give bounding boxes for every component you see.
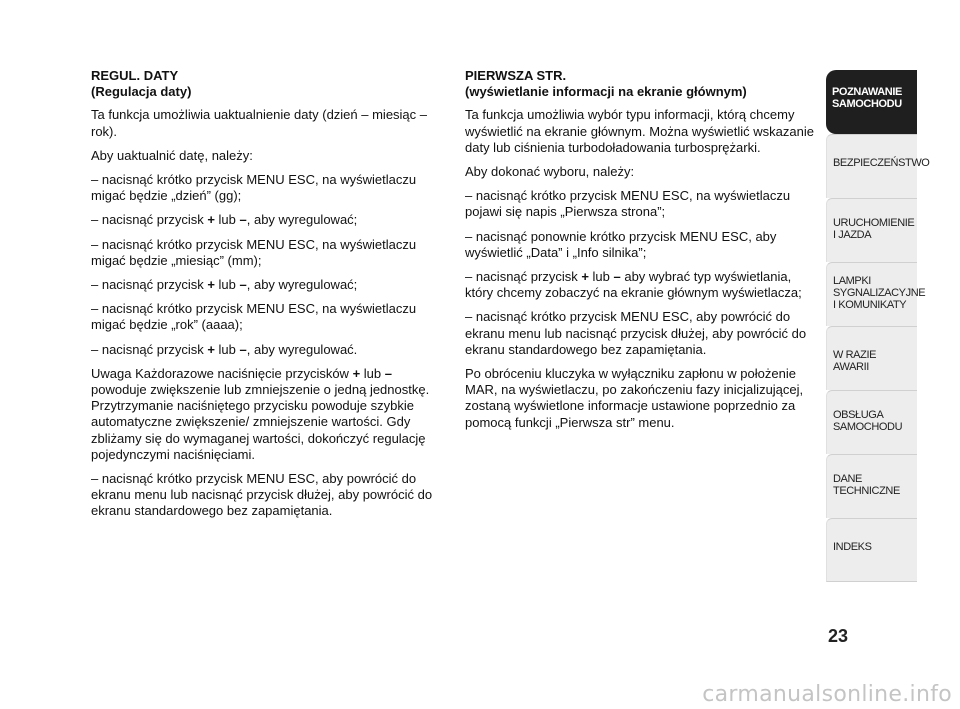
- left-column: [91, 68, 443, 528]
- minus-symbol: –: [239, 277, 247, 293]
- paragraph: – nacisnąć przycisk + lub – aby wybrać typ wyświetlania, który chcemy zobaczyć na ekranie głównym wyświetlacza;: [465, 269, 802, 301]
- minus-symbol: –: [384, 365, 392, 381]
- paragraph: Ta funkcja umożliwia wybór typu informacji, którą chcemy wyświetlić na ekranie głównym. Można wyświetlić wskazanie daty lub ciśnienia turbodoładowania turbosprężarki.: [465, 107, 814, 155]
- tab-w-razie-awarii[interactable]: W RAZIE AWARII: [826, 326, 917, 390]
- heading-title: PIERWSZA STR.: [465, 68, 567, 83]
- plus-symbol: +: [581, 269, 589, 285]
- watermark: carmanualsonline.info: [702, 682, 952, 707]
- heading-subtitle: (Regulacja daty): [91, 84, 192, 100]
- tab-poznawanie-samochodu[interactable]: POZNAWANIE SAMOCHODU: [826, 70, 917, 134]
- plus-symbol: +: [207, 341, 215, 357]
- plus-symbol: +: [207, 277, 215, 293]
- minus-symbol: –: [239, 212, 247, 228]
- paragraph: Po obróceniu kluczyka w wyłączniku zapłonu w położenie MAR, na wyświetlaczu, po zakończeniu fazy inicjalizującej, zostaną wyświetlone informacje ustawione poprzednio za pomocą funkcji „Pierwsza str” menu.: [465, 366, 804, 430]
- tab-obsluga-samochodu[interactable]: OBSŁUGA SAMOCHODU: [826, 390, 917, 454]
- paragraph: – nacisnąć krótko przycisk MENU ESC, aby powrócić do ekranu menu lub nacisnąć przycisk dłużej, aby powrócić do ekranu standardowego bez zapamiętania.: [465, 309, 807, 357]
- tab-uruchomienie-i-jazda[interactable]: URUCHOMIENIE I JAZDA: [826, 198, 917, 262]
- paragraph: – nacisnąć krótko przycisk MENU ESC, na wyświetlaczu migać będzie „rok” (aaaa);: [91, 301, 417, 333]
- section-heading-first-page: [465, 68, 817, 100]
- plus-symbol: +: [352, 365, 361, 381]
- section-heading-date: [91, 68, 443, 100]
- tab-indeks[interactable]: INDEKS: [826, 518, 917, 582]
- heading-subtitle: (wyświetlanie informacji na ekranie głównym): [465, 84, 747, 100]
- paragraph: – nacisnąć krótko przycisk MENU ESC, na wyświetlaczu migać będzie „dzień” (gg);: [91, 172, 417, 204]
- paragraph: – nacisnąć przycisk + lub –, aby wyregulować;: [91, 277, 358, 293]
- tab-dane-techniczne[interactable]: DANE TECHNICZNE: [826, 454, 917, 518]
- chapter-tabs: [826, 70, 930, 582]
- paragraph: – nacisnąć ponownie krótko przycisk MENU ESC, aby wyświetlić „Data” i „Info silnika”;: [465, 228, 777, 260]
- page-number: 23: [828, 626, 849, 646]
- paragraph: – nacisnąć przycisk + lub –, aby wyregulować;: [91, 212, 358, 228]
- paragraph: – nacisnąć krótko przycisk MENU ESC, na wyświetlaczu migać będzie „miesiąc” (mm);: [91, 236, 417, 268]
- paragraph: Aby uaktualnić datę, należy:: [91, 147, 253, 163]
- paragraph: – nacisnąć przycisk + lub –, aby wyregulować.: [91, 341, 358, 357]
- paragraph: Ta funkcja umożliwia uaktualnienie daty (dzień – miesiąc – rok).: [91, 107, 428, 139]
- note-paragraph: Uwaga Każdorazowe naciśnięcie przycisków + lub – powoduje zwiększenie lub zmniejszenie o jedną jednostkę. Przytrzymanie naciśniętego przycisku powoduje szybkie automatyczne zwiększenie/ zmniejszenie wartości. Gdy zbliżamy się do wymaganej wartości, dokończyć regulację pojedynczymi naciśnięciami.: [91, 365, 430, 462]
- paragraph: – nacisnąć krótko przycisk MENU ESC, na wyświetlaczu pojawi się napis „Pierwsza strona”;: [465, 188, 791, 220]
- paragraph: – nacisnąć krótko przycisk MENU ESC, aby powrócić do ekranu menu lub nacisnąć przycisk dłużej, aby powrócić do ekranu standardowego bez zapamiętania.: [91, 471, 433, 519]
- heading-title: REGUL. DATY: [91, 68, 179, 83]
- minus-symbol: –: [239, 341, 247, 357]
- plus-symbol: +: [207, 212, 215, 228]
- minus-symbol: –: [613, 269, 621, 285]
- tab-bezpieczenstwo[interactable]: BEZPIECZEŃSTWO: [826, 134, 917, 198]
- paragraph: Aby dokonać wyboru, należy:: [465, 164, 635, 180]
- tab-lampki-sygnalizacyjne[interactable]: LAMPKI SYGNALIZACYJNE I KOMUNIKATY: [826, 262, 917, 326]
- right-column: [465, 68, 817, 439]
